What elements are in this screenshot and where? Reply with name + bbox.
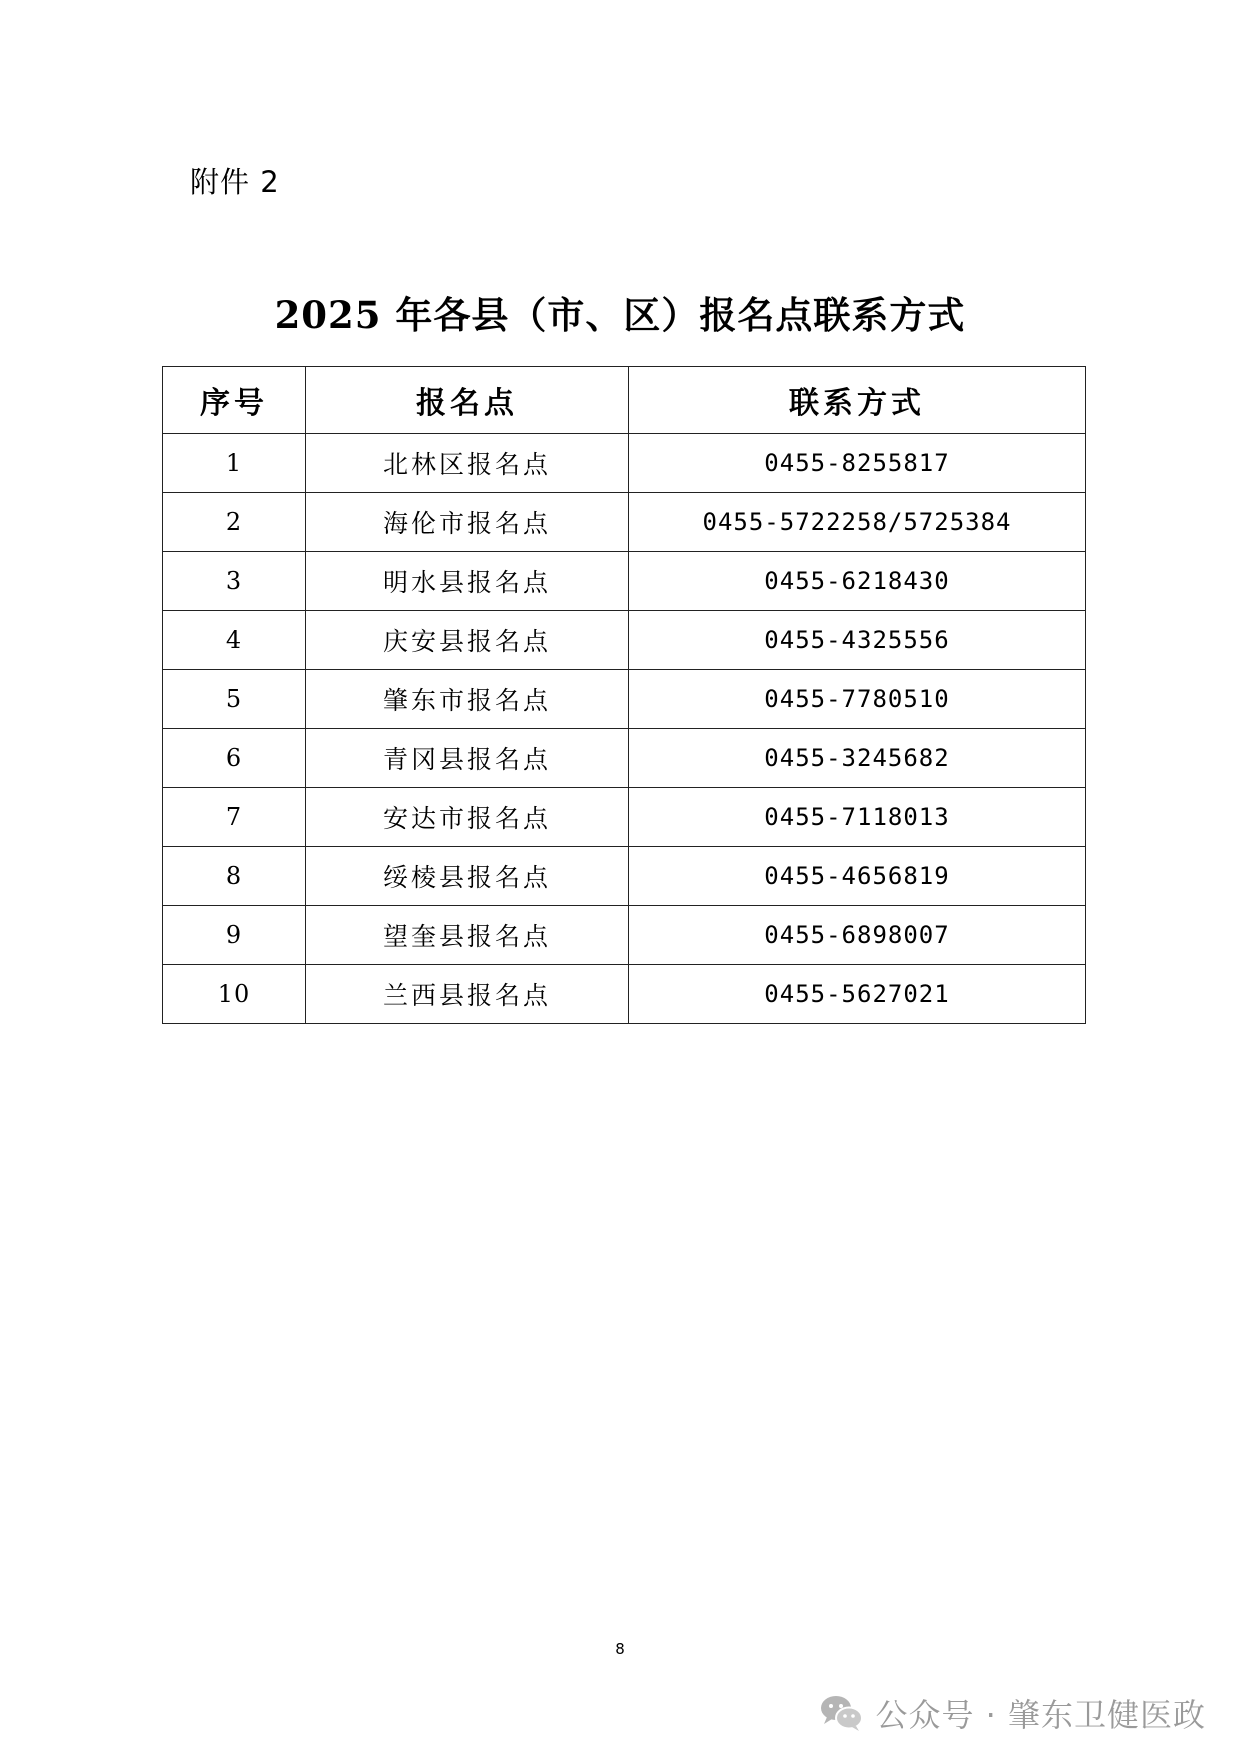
row-no: 6 <box>163 729 306 788</box>
contact-table <box>162 366 1086 1024</box>
row-site: 兰西县报名点 <box>306 965 629 1024</box>
row-no: 1 <box>163 434 306 493</box>
table-row <box>163 847 1086 906</box>
table-row <box>163 788 1086 847</box>
table-row <box>163 906 1086 965</box>
document-title: 2025 年各县（市、区）报名点联系方式 <box>274 293 966 337</box>
header-no: 序号 <box>163 367 306 434</box>
row-no: 5 <box>163 670 306 729</box>
table-row <box>163 729 1086 788</box>
row-contact: 0455-7780510 <box>629 670 1086 729</box>
table-row <box>163 965 1086 1024</box>
row-contact: 0455-5722258/5725384 <box>629 493 1086 552</box>
wechat-icon <box>819 1693 865 1733</box>
row-site: 青冈县报名点 <box>306 729 629 788</box>
row-site: 安达市报名点 <box>306 788 629 847</box>
watermark-text: 公众号 · 肇东卫健医政 <box>875 1696 1206 1734</box>
row-contact: 0455-8255817 <box>629 434 1086 493</box>
table-header-row <box>163 367 1086 434</box>
row-contact: 0455-6898007 <box>629 906 1086 965</box>
row-no: 9 <box>163 906 306 965</box>
row-contact: 0455-4325556 <box>629 611 1086 670</box>
table-row <box>163 611 1086 670</box>
row-site: 绥棱县报名点 <box>306 847 629 906</box>
header-contact: 联系方式 <box>629 367 1086 434</box>
watermark <box>819 1690 1206 1736</box>
attachment-label: 附件 2 <box>190 165 280 199</box>
row-no: 7 <box>163 788 306 847</box>
table-row <box>163 493 1086 552</box>
row-no: 4 <box>163 611 306 670</box>
row-no: 2 <box>163 493 306 552</box>
row-no: 3 <box>163 552 306 611</box>
row-contact: 0455-7118013 <box>629 788 1086 847</box>
page-number: 8 <box>615 1640 625 1658</box>
row-site: 庆安县报名点 <box>306 611 629 670</box>
row-contact: 0455-3245682 <box>629 729 1086 788</box>
row-site: 望奎县报名点 <box>306 906 629 965</box>
row-site: 北林区报名点 <box>306 434 629 493</box>
row-contact: 0455-5627021 <box>629 965 1086 1024</box>
row-contact: 0455-6218430 <box>629 552 1086 611</box>
row-site: 明水县报名点 <box>306 552 629 611</box>
row-site: 肇东市报名点 <box>306 670 629 729</box>
table-row <box>163 552 1086 611</box>
table-row <box>163 670 1086 729</box>
row-contact: 0455-4656819 <box>629 847 1086 906</box>
row-no: 8 <box>163 847 306 906</box>
table-row <box>163 434 1086 493</box>
row-no: 10 <box>163 965 306 1024</box>
row-site: 海伦市报名点 <box>306 493 629 552</box>
header-site: 报名点 <box>306 367 629 434</box>
